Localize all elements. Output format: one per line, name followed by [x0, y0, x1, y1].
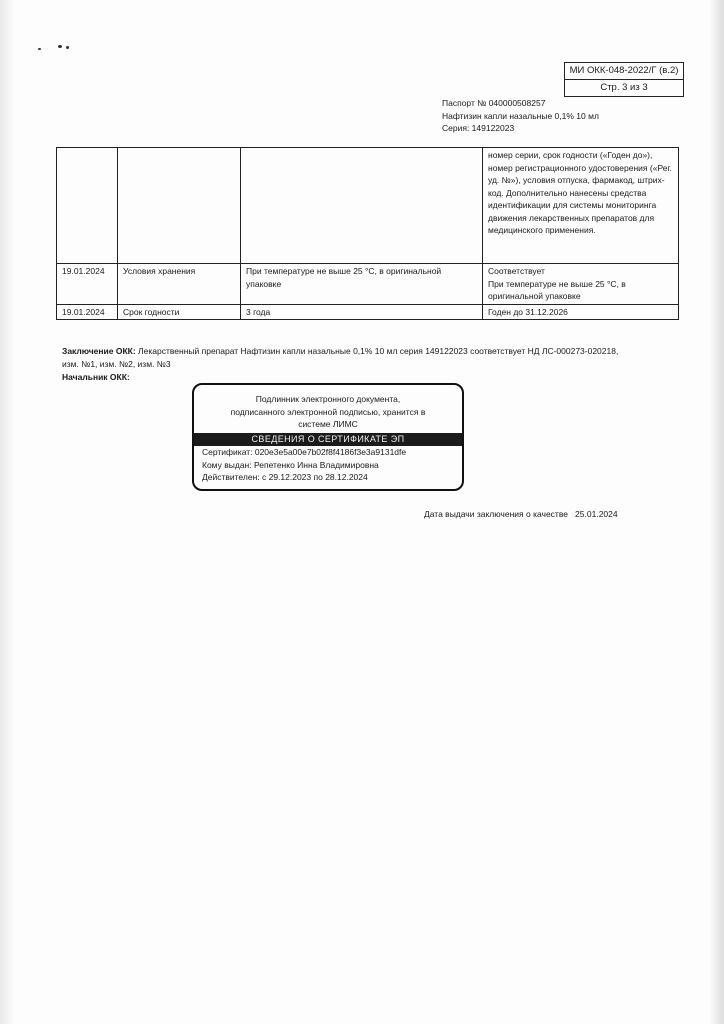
cell-indicator — [118, 148, 241, 264]
issue-date: Дата выдачи заключения о качестве 25.01.2024 — [424, 509, 618, 519]
document-code: МИ ОКК-048-2022/Г (в.2) — [569, 65, 679, 76]
series-number: Серия: 149122023 — [442, 123, 515, 133]
cell-result: Годен до 31.12.2026 — [483, 304, 679, 320]
cell-date — [57, 148, 118, 264]
signature-heading-line: подписанного электронной подписью, хранится в — [230, 406, 426, 417]
table-row — [57, 304, 679, 320]
conclusion-block — [62, 345, 622, 384]
scan-speck — [58, 45, 62, 48]
certificate-number: Сертификат: 020e3e5a00e7b02f8f4186f3e3a9131dfe — [202, 447, 407, 457]
result-detail: При температуре не выше 25 °С, в оригинальной упаковке — [488, 278, 626, 301]
signature-heading-line: Подлинник электронного документа, — [255, 394, 401, 404]
e-signature-stamp — [192, 383, 464, 491]
certificate-owner: Кому выдан: Репетенко Инна Владимировна — [202, 459, 379, 470]
cell-date: 19.01.2024 — [57, 304, 118, 320]
cell-indicator: Срок годности — [118, 304, 241, 320]
cell-requirement: При температуре не выше 25 °С, в оригинальной упаковке — [241, 264, 483, 305]
scan-speck — [66, 46, 69, 49]
cell-result — [483, 264, 679, 305]
conclusion-body: Лекарственный препарат Нафтизин капли назальные 0,1% 10 мл серия 149122023 соответствует НД ЛС-000273-020218, изм. №1, изм. №2, изм. №3 — [62, 346, 619, 369]
conclusion-text — [62, 345, 622, 371]
conclusion-label: Заключение ОКК: — [62, 346, 136, 356]
document-code-box — [564, 62, 684, 97]
signature-heading-line: системе ЛИМС — [298, 419, 358, 429]
cell-date: 19.01.2024 — [57, 264, 118, 305]
cell-requirement: 3 года — [241, 304, 483, 320]
result-status: Соответствует — [488, 266, 545, 276]
scan-speck — [38, 48, 41, 50]
results-table — [56, 147, 679, 320]
passport-number: Паспорт № 040000508257 — [442, 98, 546, 108]
signature-heading — [194, 385, 462, 433]
product-name: Нафтизин капли назальные 0,1% 10 мл — [442, 110, 599, 121]
scan-edge-right — [710, 0, 724, 1024]
cell-indicator: Условия хранения — [118, 264, 241, 305]
scan-edge-left — [0, 0, 14, 1024]
cell-result: номер серии, срок годности («Годен до»), номер регистрационного удостоверения («Рег. уд. №»), условия отпуска, фармакод, штрих-код. Дополнительно нанесены средства идентификации для системы мониторинга движения лекарственных препаратов для медицинского применения. — [483, 148, 679, 264]
cell-requirement — [241, 148, 483, 264]
certificate-info-bar: СВЕДЕНИЯ О СЕРТИФИКАТЕ ЭП — [194, 433, 462, 446]
table-row — [57, 264, 679, 305]
table-row — [57, 148, 679, 264]
head-label: Начальник ОКК: — [62, 372, 130, 382]
passport-info — [442, 97, 599, 135]
page-number: Стр. 3 из 3 — [565, 79, 683, 96]
certificate-validity: Действителен: с 29.12.2023 по 28.12.2024 — [202, 472, 368, 482]
